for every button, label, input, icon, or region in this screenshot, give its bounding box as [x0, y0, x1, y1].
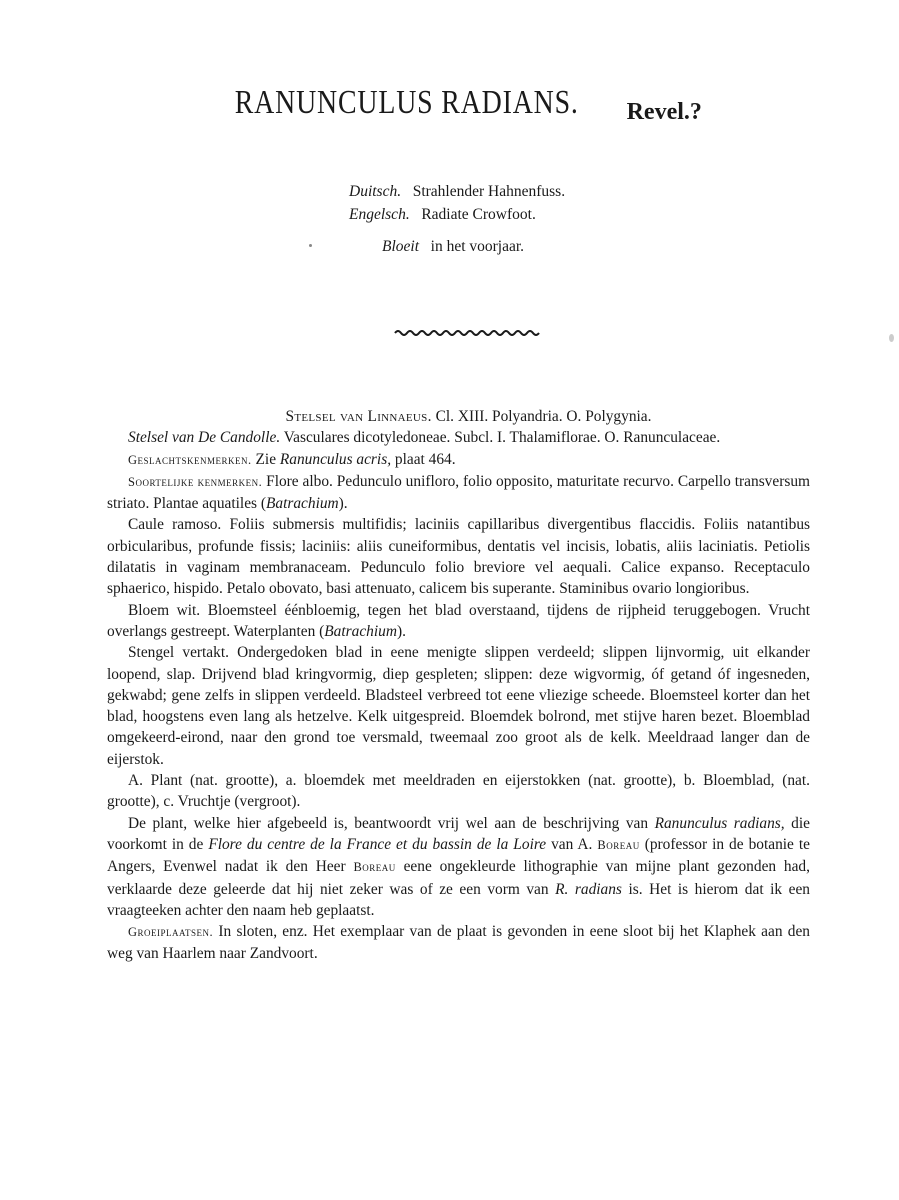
- habitat-paragraph: Groeiplaatsen. In sloten, enz. Het exemplaar van de plaat is gevonden in eene sloot bij het Klaphek aan den weg van Haarlem naar Zandvoort.: [107, 923, 810, 963]
- species-characters: Soortelijke kenmerken. Flore albo. Pedunculo unifloro, folio opposito, maturitate recurvo. Carpello transversum striato. Plantae aquatiles (Batrachium).: [107, 472, 810, 513]
- species-name: RANUNCULUS RADIANS.: [234, 84, 579, 121]
- species-author: Revel.?: [626, 99, 702, 125]
- english-name: Radiate Crowfoot.: [421, 206, 536, 223]
- dutch-description: Stengel vertakt. Ondergedoken blad in eene menigte slippen verdeeld; slippen lijnvormig, uit elkander loopend, slap. Drijvend blad kringvormig, diep gespleten; slippen: deze wigvormig, óf getand óf ingesneden, gekwabd; gene zelfs in slippen verdeeld. Bladsteel verbreed tot eene vliezige scheede. Bloemsteel korter dan het blad, hoogstens even lang als hetzelve. Kelk uitgespreid. Bloemdek bolrond, met stijve haren bezet. Bloemblad omgekeerd-eirond, naar den grond toe versmald, tweemaal zoo groot als de kelk. Meeldraad langer dan de eijerstok.: [107, 644, 810, 768]
- latin-description: Caule ramoso. Foliis submersis multifidis; laciniis capillaribus divergentibus flaccidis. Foliis natantibus orbicularibus, profunde fissis; laciniis: aliis cuneiformibus, dentatis vel incisis, lobatis, aliis laciniatis. Petiolis dilatatis in vaginam membranaceam. Pedunculo folio breviore vel aequali. Calice expanso. Receptaculo sphaerico, hispido. Petalo obovato, basi attenuato, calicem bis superante. Staminibus ovario longioribus.: [107, 516, 810, 598]
- german-name: Strahlender Hahnenfuss.: [412, 183, 566, 200]
- common-names: [349, 180, 565, 226]
- scan-speck: [309, 244, 312, 247]
- flowering-line: [382, 238, 524, 256]
- description-body: [107, 406, 810, 965]
- english-label: Engelsch.: [349, 206, 410, 223]
- german-name-line: [349, 180, 565, 203]
- decandolle-classification: Stelsel van De Candolle. Vasculares dicotyledoneae. Subcl. I. Thalamiflorae. O. Ranunculaceae.: [128, 429, 721, 447]
- german-label: Duitsch.: [349, 183, 402, 200]
- genus-characters: Geslachtskenmerken. Zie Ranunculus acris, plaat 464.: [128, 450, 456, 468]
- dutch-summary: Bloem wit. Bloemsteel éénbloemig, tegen het blad overstaand, tijdens de rijpheid teruggebogen. Vrucht overlangs gestreept. Waterplanten (Batrachium).: [107, 601, 810, 640]
- remark-paragraph: De plant, welke hier afgebeeld is, beantwoordt vrij wel aan de beschrijving van Ranunculus radians, die voorkomt in de Flore du centre de la France et du bassin de la Loire van A. Boreau (professor in de botanie te Angers, Evenwel nadat ik den Heer Boreau eene ongekleurde lithographie van mijne plant gezonden had, verklaarde deze geleerde dat hij niet zeker was of ze een vorm van R. radians is. Het is hierom dat ik een vraagteeken achter den naam heb geplaatst.: [107, 814, 811, 919]
- flowering-label: Bloeit: [382, 238, 420, 255]
- flowering-text: in het voorjaar.: [430, 238, 525, 255]
- page-title: [0, 84, 899, 126]
- english-name-line: [349, 203, 565, 226]
- linnaeus-classification: Stelsel van Linnaeus. Cl. XIII. Polyandria. O. Polygynia.: [285, 408, 652, 425]
- figure-legend: A. Plant (nat. grootte), a. bloemdek met meeldraden en eijerstokken (nat. grootte), b. Bloemblad, (nat. grootte), c. Vruchtje (vergroot).: [107, 772, 810, 811]
- ornamental-divider: [393, 326, 541, 338]
- scan-speck: [889, 334, 894, 342]
